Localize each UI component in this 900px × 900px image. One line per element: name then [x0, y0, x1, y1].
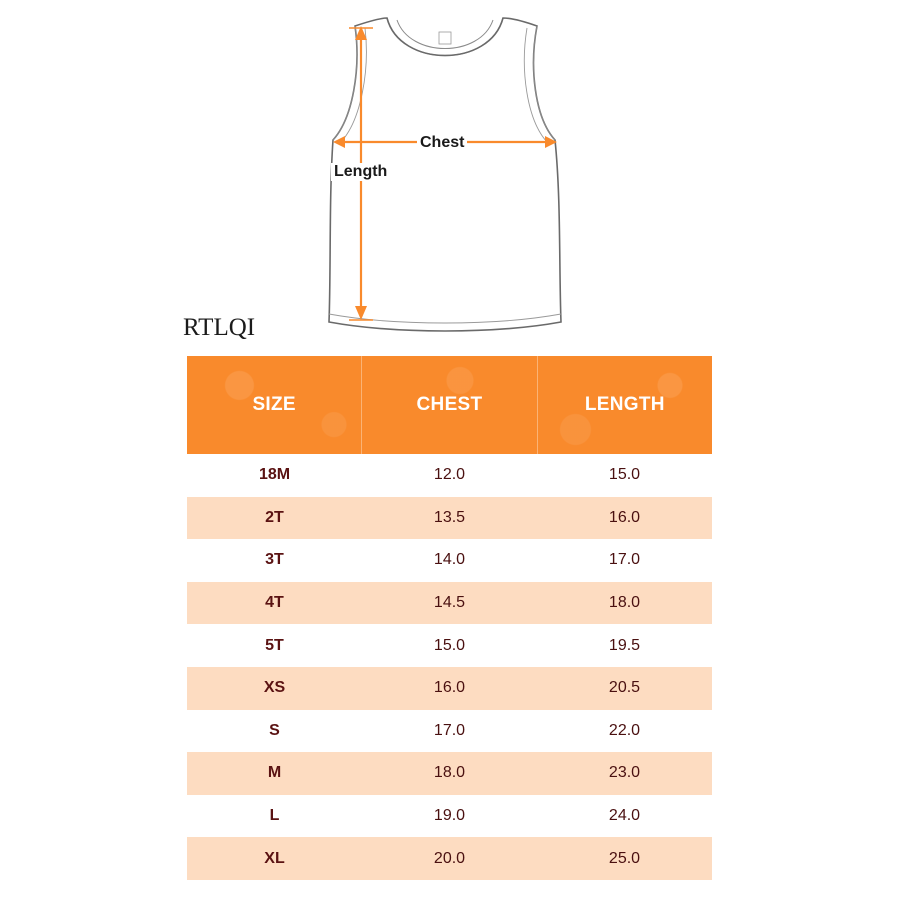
cell-chest: 14.5	[433, 594, 466, 612]
cell-length: 15.0	[608, 466, 641, 484]
brand-name: RTLQI	[183, 314, 256, 341]
table-row	[187, 497, 712, 540]
cell-chest: 19.0	[433, 807, 466, 825]
cell-chest: 17.0	[433, 721, 466, 739]
cell-size: 4T	[265, 594, 284, 612]
table-row	[187, 710, 712, 753]
cell-chest: 20.0	[433, 849, 466, 867]
cell-size: L	[269, 807, 280, 825]
cell-size: 5T	[265, 636, 284, 654]
cell-length: 22.0	[608, 721, 641, 739]
cell-chest: 12.0	[433, 466, 466, 484]
cell-size: XL	[264, 849, 285, 867]
cell-length: 17.0	[608, 551, 641, 569]
table-header	[187, 356, 712, 454]
cell-length: 16.0	[608, 508, 641, 526]
cell-size: 3T	[265, 551, 284, 569]
cell-size: S	[269, 721, 280, 739]
cell-chest: 18.0	[433, 764, 466, 782]
header-chest: CHEST	[362, 356, 537, 454]
table-row	[187, 837, 712, 880]
cell-length: 18.0	[608, 594, 641, 612]
cell-chest: 13.5	[433, 508, 466, 526]
cell-length: 24.0	[608, 807, 641, 825]
cell-size: 18M	[258, 466, 291, 484]
cell-size: 2T	[265, 508, 284, 526]
cell-chest: 14.0	[433, 551, 466, 569]
table-row	[187, 624, 712, 667]
table-row	[187, 752, 712, 795]
cell-length: 20.5	[608, 679, 641, 697]
length-label: Length	[331, 163, 390, 181]
cell-length: 19.5	[608, 636, 641, 654]
table-row	[187, 454, 712, 497]
chest-label: Chest	[417, 134, 467, 152]
cell-length: 25.0	[608, 849, 641, 867]
header-size: SIZE	[187, 356, 362, 454]
table-body	[187, 454, 712, 880]
cell-chest: 15.0	[433, 636, 466, 654]
table-row	[187, 582, 712, 625]
table-row	[187, 795, 712, 838]
size-table	[187, 356, 712, 880]
cell-chest: 16.0	[433, 679, 466, 697]
cell-size: XS	[263, 679, 286, 697]
cell-length: 23.0	[608, 764, 641, 782]
table-row	[187, 667, 712, 710]
cell-size: M	[267, 764, 282, 782]
header-length: LENGTH	[584, 394, 665, 415]
table-row	[187, 539, 712, 582]
